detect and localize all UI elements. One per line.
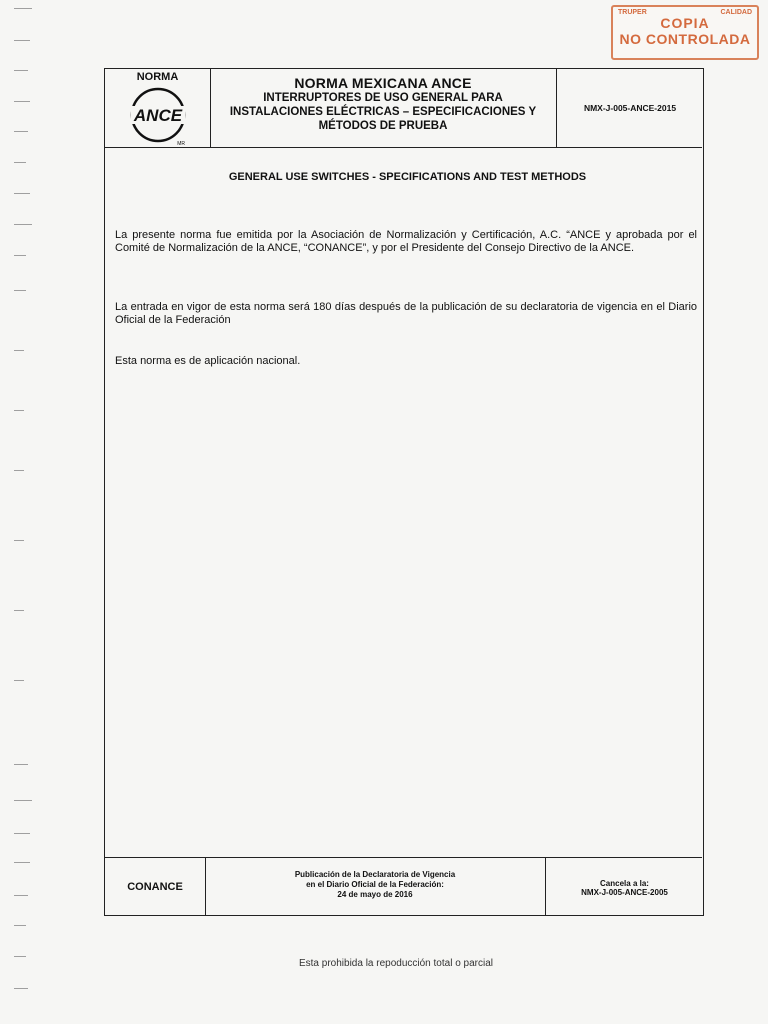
- norma-code: NMX-J-005-ANCE-2015: [556, 69, 703, 147]
- document-frame: [104, 68, 704, 916]
- paragraph-vigor: La entrada en vigor de esta norma será 180 días después de la publicación de su declaratoria de vigencia en el Diario Oficial de la Federación: [115, 301, 697, 326]
- stamp-no-controlada: NO CONTROLADA: [619, 31, 751, 47]
- cancels-label: Cancela a la:: [600, 879, 649, 888]
- footer-committee: CONANCE: [105, 858, 206, 916]
- footer-publication: [205, 870, 545, 900]
- norma-subtitle-1: INTERRUPTORES DE USO GENERAL PARA: [263, 92, 503, 104]
- english-title: GENERAL USE SWITCHES - SPECIFICATIONS AND TEST METHODS: [228, 171, 587, 183]
- paragraph-application: Esta norma es de aplicación nacional.: [115, 355, 301, 367]
- title-cell: [210, 69, 556, 147]
- footer-cancels: [545, 858, 703, 916]
- publication-line-2: en el Diario Oficial de la Federación:: [306, 880, 444, 889]
- stamp-calidad: CALIDAD: [720, 9, 752, 16]
- stamp-brand: TRUPER: [618, 9, 647, 16]
- footer: [105, 857, 702, 916]
- logo-cell: [105, 69, 211, 147]
- document-body: [115, 147, 700, 367]
- header: [105, 69, 702, 148]
- copia-no-controlada-stamp: [611, 5, 759, 60]
- binding-marks: [14, 0, 40, 1024]
- reproduction-notice: Esta prohibida la repoducción total o parcial: [298, 958, 493, 969]
- ance-logo: [127, 84, 189, 146]
- norma-subtitle-3: MÉTODOS DE PRUEBA: [318, 120, 448, 132]
- publication-line-3: 24 de mayo de 2016: [337, 890, 413, 899]
- stamp-copia: COPIA: [660, 15, 710, 31]
- publication-line-1: Publicación de la Declaratoria de Vigencia: [294, 870, 456, 879]
- paragraph-emission: La presente norma fue emitida por la Asociación de Normalización y Certificación, A.C. “ANCE y aprobada por el Comité de Normalización de la ANCE, “CONANCE”, y por el Presidente del Consejo Directivo de la ANCE.: [115, 229, 697, 254]
- norma-title: NORMA MEXICANA ANCE: [294, 75, 472, 91]
- norma-subtitle-2: INSTALACIONES ELÉCTRICAS – ESPECIFICACIONES Y: [229, 106, 537, 118]
- logo-text: ANCE: [133, 106, 183, 125]
- logo-norma-label: NORMA: [136, 71, 179, 83]
- cancels-code: NMX-J-005-ANCE-2005: [581, 888, 668, 897]
- logo-mark: MR: [177, 141, 185, 146]
